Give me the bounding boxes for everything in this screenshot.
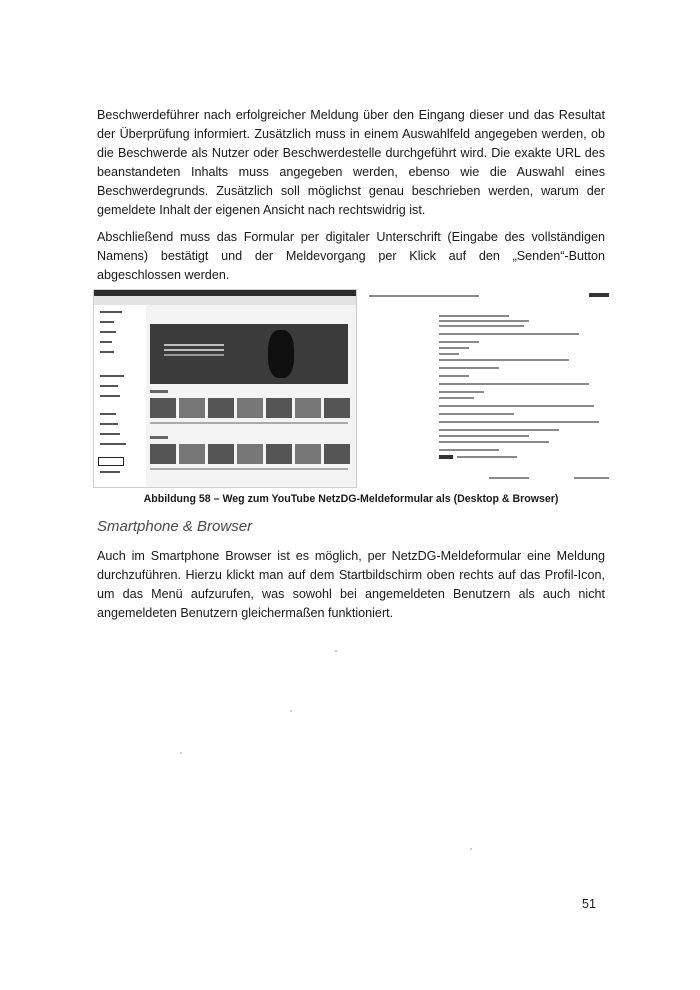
- thumbnail-row-2: [150, 444, 350, 464]
- page-number: 51: [582, 897, 596, 911]
- body-paragraph-2: Abschließend muss das Formular per digitaler Unterschrift (Eingabe des vollständigen Namens) bestätigt und der Meldevorgang per Klick auf den „Senden“-Button abgeschlossen werden.: [97, 230, 605, 282]
- body-paragraph-1: Beschwerdeführer nach erfolgreicher Meldung über den Eingang dieser und das Resultat der Überprüfung informiert. Zusätzlich muss in einem Auswahlfeld angegeben werden, ob die Beschwerde als Nutzer oder Beschwerdestelle durchgeführt wird. Die exakte URL des beanstandeten Inhalts muss angegeben werden, ebenso wie die Auswahl eines Beschwerdegrunds. Zusätzlich soll möglichst genau beschrieben werden, warum der gemeldete Inhalt der eigenen Ansicht nach rechtswidrig ist.: [97, 108, 605, 217]
- scan-speck: [335, 650, 337, 652]
- scan-speck: [290, 710, 292, 712]
- scan-speck: [470, 848, 472, 850]
- highlighted-menu-item: [98, 457, 124, 466]
- body-paragraph-3: Auch im Smartphone Browser ist es möglich, per NetzDG-Meldeformular eine Meldung durchzuführen. Hierzu klickt man auf dem Startbildschirm oben rechts auf das Profil-Icon, um das Menü aufzurufen, was sowohl bei angemeldeten Benutzern als auch nicht angemeldeten Benutzern gleichermaßen funktioniert.: [97, 549, 605, 620]
- thumbnail-row-1: [150, 398, 350, 418]
- figure-caption: Abbildung 58 – Weg zum YouTube NetzDG-Meldeformular als (Desktop & Browser): [143, 493, 559, 505]
- figure-screenshot: [93, 289, 613, 486]
- scan-speck: [180, 752, 182, 754]
- youtube-desktop-screenshot: [93, 289, 357, 488]
- browser-address-bar: [94, 296, 356, 305]
- netzdg-form-screenshot: [359, 289, 613, 486]
- youtube-sidebar: [94, 305, 146, 487]
- hero-banner: [150, 324, 348, 384]
- section-heading: Smartphone & Browser: [97, 518, 253, 535]
